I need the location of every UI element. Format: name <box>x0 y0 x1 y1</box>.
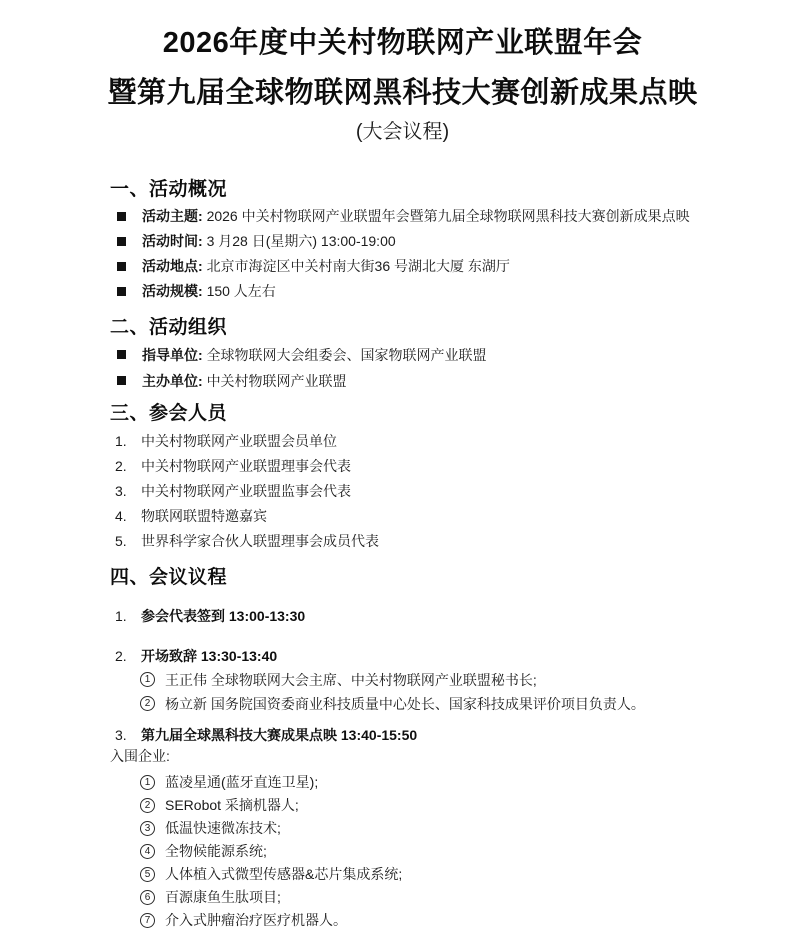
list-number: 1. <box>115 608 127 624</box>
circled-number-icon: 3 <box>140 821 155 836</box>
finalists-list <box>110 771 710 932</box>
organization-list <box>110 342 710 394</box>
agenda-item-title: 第九届全球黑科技大赛成果点映 13:40-15:50 <box>141 727 418 743</box>
participant-item <box>110 529 710 554</box>
circled-number-icon: 4 <box>140 844 155 859</box>
circled-number-icon: 6 <box>140 890 155 905</box>
finalist-item <box>110 817 710 840</box>
square-bullet-icon <box>117 212 126 221</box>
finalist-text: 介入式肿瘤治疗医疗机器人。 <box>165 912 347 928</box>
agenda-item-signin <box>110 607 710 625</box>
field-label: 活动时间: <box>142 233 207 249</box>
finalist-item <box>110 771 710 794</box>
field-value: 北京市海淀区中关村南大街36 号湖北大厦 东湖厅 <box>206 258 510 274</box>
list-number: 2. <box>115 458 127 474</box>
agenda-item-opening <box>110 647 710 665</box>
doc-title-line2: 暨第九届全球物联网黑科技大赛创新成果点映 <box>107 77 698 109</box>
field-value: 全球物联网大会组委会、国家物联网产业联盟 <box>206 347 487 363</box>
circled-number-icon: 1 <box>140 775 155 790</box>
agenda-item-title: 开场致辞 13:30-13:40 <box>141 648 278 664</box>
participants-list <box>110 429 710 554</box>
overview-row-scale <box>110 279 710 304</box>
field-value: 3 月28 日(星期六) 13:00-19:00 <box>206 233 396 249</box>
square-bullet-icon <box>117 287 126 296</box>
finalist-text: 蓝凌星通(蓝牙直连卫星); <box>165 774 319 790</box>
finalist-item <box>110 794 710 817</box>
square-bullet-icon <box>117 237 126 246</box>
list-number: 3. <box>115 483 127 499</box>
overview-list <box>110 204 710 304</box>
finalist-text: 人体植入式微型传感器&芯片集成系统; <box>165 866 403 882</box>
field-label: 指导单位: <box>142 347 207 363</box>
organization-row-host <box>110 368 710 394</box>
finalist-text: 百源康鱼生肽项目; <box>165 889 281 905</box>
participant-item <box>110 429 710 454</box>
participant-text: 中关村物联网产业联盟监事会代表 <box>141 483 351 499</box>
circled-number-icon: 1 <box>140 672 155 687</box>
field-label: 主办单位: <box>142 373 207 389</box>
finalist-text: 低温快速微冻技术; <box>165 820 281 836</box>
speaker-text: 杨立新 国务院国资委商业科技质量中心处长、国家科技成果评价项目负责人。 <box>165 696 645 712</box>
circled-number-icon: 2 <box>140 798 155 813</box>
field-label: 活动地点: <box>142 258 207 274</box>
square-bullet-icon <box>117 376 126 385</box>
finalists-intro: 入围企业: <box>110 748 170 764</box>
agenda-item-screening <box>110 726 710 744</box>
doc-subtitle: (大会议程) <box>355 121 450 143</box>
participant-text: 世界科学家合伙人联盟理事会成员代表 <box>141 533 379 549</box>
finalist-item <box>110 886 710 909</box>
circled-number-icon: 2 <box>140 696 155 711</box>
list-number: 1. <box>115 433 127 449</box>
opening-speakers-list <box>110 668 710 716</box>
speaker-item <box>110 668 710 692</box>
section-participants-heading: 三、参会人员 <box>110 403 228 424</box>
list-number: 2. <box>115 648 127 664</box>
participant-text: 物联网联盟特邀嘉宾 <box>141 508 267 524</box>
field-value: 中关村物联网产业联盟 <box>206 373 347 389</box>
circled-number-icon: 7 <box>140 913 155 928</box>
field-value: 150 人左右 <box>206 283 276 299</box>
agenda-item-title: 参会代表签到 13:00-13:30 <box>141 608 306 624</box>
square-bullet-icon <box>117 350 126 359</box>
finalist-text: SERobot 采摘机器人; <box>165 797 299 813</box>
field-value: 2026 中关村物联网产业联盟年会暨第九届全球物联网黑科技大赛创新成果点映 <box>206 208 690 224</box>
finalist-text: 全物候能源系统; <box>165 843 267 859</box>
participant-text: 中关村物联网产业联盟会员单位 <box>141 433 337 449</box>
list-number: 5. <box>115 533 127 549</box>
document-body <box>110 178 710 932</box>
organization-row-guidance <box>110 342 710 368</box>
field-label: 活动主题: <box>142 208 207 224</box>
section-agenda-heading: 四、会议议程 <box>110 567 228 588</box>
list-number: 3. <box>115 727 127 743</box>
participant-text: 中关村物联网产业联盟理事会代表 <box>141 458 351 474</box>
participant-item <box>110 504 710 529</box>
field-label: 活动规模: <box>142 283 207 299</box>
finalist-item <box>110 863 710 886</box>
speaker-item <box>110 692 710 716</box>
doc-title-line1: 2026年度中关村物联网产业联盟年会 <box>162 27 643 59</box>
section-overview-heading: 一、活动概况 <box>110 179 228 200</box>
participant-item <box>110 479 710 504</box>
participant-item <box>110 454 710 479</box>
circled-number-icon: 5 <box>140 867 155 882</box>
finalist-item <box>110 840 710 863</box>
speaker-text: 王正伟 全球物联网大会主席、中关村物联网产业联盟秘书长; <box>165 672 537 688</box>
finalist-item <box>110 909 710 932</box>
document-page <box>0 26 805 932</box>
overview-row-theme <box>110 204 710 229</box>
section-organization-heading: 二、活动组织 <box>110 317 228 338</box>
overview-row-location <box>110 254 710 279</box>
list-number: 4. <box>115 508 127 524</box>
square-bullet-icon <box>117 262 126 271</box>
overview-row-time <box>110 229 710 254</box>
